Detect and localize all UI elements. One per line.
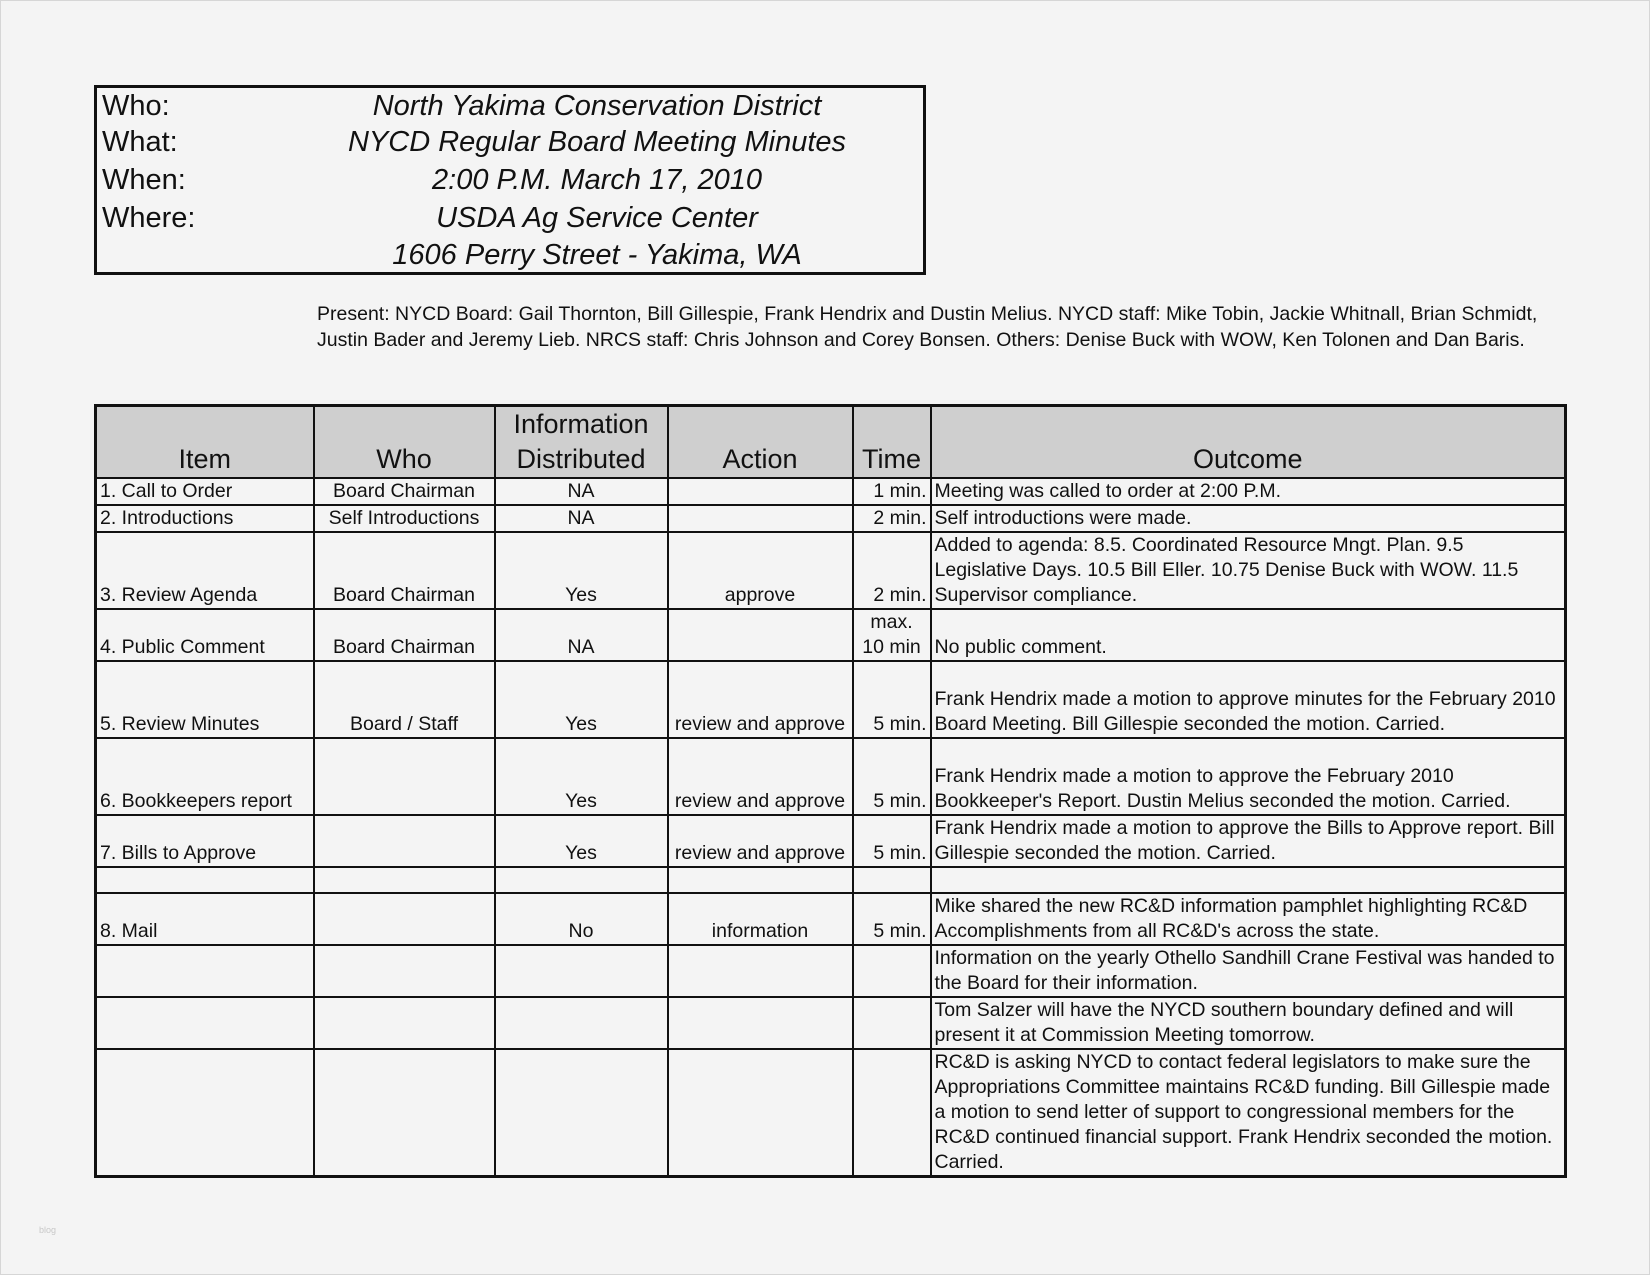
- cell-item: [96, 945, 314, 997]
- cell-item: 6. Bookkeepers report: [96, 738, 314, 815]
- cell-outcome: Added to agenda: 8.5. Coordinated Resource Mngt. Plan. 9.5 Legislative Days. 10.5 Bill Eller. 10.75 Denise Buck with WOW. 11.5 Supervisor compliance.: [931, 532, 1566, 609]
- cell-time-line: 10 min: [862, 636, 921, 658]
- cell-action: [668, 945, 853, 997]
- cell-action: review and approve: [668, 815, 853, 867]
- cell-outcome: Meeting was called to order at 2:00 P.M.: [931, 478, 1566, 505]
- header-label: When:: [102, 164, 186, 196]
- header-row-what: [97, 124, 923, 162]
- cell-time: [853, 609, 931, 661]
- cell-who: [314, 893, 495, 945]
- cell-time: 5 min.: [853, 893, 931, 945]
- table-header-row: [96, 406, 1566, 479]
- cell-action: review and approve: [668, 661, 853, 738]
- cell-item: [96, 997, 314, 1049]
- header-row-when: [97, 162, 923, 200]
- cell-info: No: [495, 893, 668, 945]
- cell-outcome: RC&D is asking NYCD to contact federal legislators to make sure the Appropriations Committee maintains RC&D funding. Bill Gillespie made a motion to send letter of support to congressional members for the RC&D continued financial support. Frank Hendrix seconded the motion. Carried.: [931, 1049, 1566, 1177]
- cell-info: NA: [495, 478, 668, 505]
- cell-action: [668, 505, 853, 532]
- cell-info: [495, 997, 668, 1049]
- cell-info: NA: [495, 609, 668, 661]
- cell-info: NA: [495, 505, 668, 532]
- column-header-line: Distributed: [516, 444, 646, 474]
- header-value: USDA Ag Service Center: [436, 202, 758, 234]
- table-row: [96, 738, 1566, 815]
- watermark: blog: [39, 1225, 57, 1235]
- header-row-address: [97, 237, 923, 275]
- cell-who: [314, 1049, 495, 1177]
- header-label: What:: [102, 126, 178, 158]
- table-row: [96, 997, 1566, 1049]
- cell-info: Yes: [495, 815, 668, 867]
- cell-time-line: max.: [870, 611, 913, 633]
- cell-info: Yes: [495, 738, 668, 815]
- column-header-line: Information: [513, 409, 649, 439]
- cell-action: approve: [668, 532, 853, 609]
- cell-item: 2. Introductions: [96, 505, 314, 532]
- cell-item: 5. Review Minutes: [96, 661, 314, 738]
- cell-info: Yes: [495, 532, 668, 609]
- header-value: 2:00 P.M. March 17, 2010: [432, 164, 762, 196]
- table-row: [96, 609, 1566, 661]
- cell-time: [853, 867, 931, 893]
- cell-action: [668, 478, 853, 505]
- cell-item: 8. Mail: [96, 893, 314, 945]
- header-label: Where:: [102, 202, 196, 234]
- header-value: NYCD Regular Board Meeting Minutes: [347, 126, 847, 158]
- cell-outcome: Information on the yearly Othello Sandhill Crane Festival was handed to the Board for their information.: [931, 945, 1566, 997]
- table-row: [96, 893, 1566, 945]
- cell-info: [495, 1049, 668, 1177]
- table-row: [96, 505, 1566, 532]
- cell-action: [668, 609, 853, 661]
- header-value: 1606 Perry Street - Yakima, WA: [392, 239, 802, 271]
- cell-time: 5 min.: [853, 815, 931, 867]
- meeting-header-box: [94, 85, 926, 275]
- column-header-item: Item: [96, 406, 314, 479]
- cell-time: 2 min.: [853, 505, 931, 532]
- cell-outcome: Tom Salzer will have the NYCD southern boundary defined and will present it at Commission Meeting tomorrow.: [931, 997, 1566, 1049]
- cell-time: 5 min.: [853, 661, 931, 738]
- table-row: [96, 661, 1566, 738]
- header-value: North Yakima Conservation District: [372, 90, 822, 122]
- cell-who: [314, 945, 495, 997]
- table-row: [96, 478, 1566, 505]
- cell-item: 3. Review Agenda: [96, 532, 314, 609]
- column-header-action: Action: [668, 406, 853, 479]
- cell-time: 1 min.: [853, 478, 931, 505]
- cell-action: [668, 867, 853, 893]
- cell-time: [853, 1049, 931, 1177]
- attendees-paragraph: Present: NYCD Board: Gail Thornton, Bill Gillespie, Frank Hendrix and Dustin Melius. NYCD staff: Mike Tobin, Jackie Whitnall, Brian Schmidt, Justin Bader and Jeremy Lieb. NRCS staff: Chris Johnson and Corey Bonsen. Others: Denise Buck with WOW, Ken Tolonen and Dan Baris.: [317, 303, 1538, 351]
- cell-action: [668, 997, 853, 1049]
- cell-item: [96, 867, 314, 893]
- column-header-who: Who: [314, 406, 495, 479]
- cell-outcome: Self introductions were made.: [931, 505, 1566, 532]
- header-label: Who:: [102, 90, 170, 122]
- cell-who: Board Chairman: [314, 609, 495, 661]
- cell-action: review and approve: [668, 738, 853, 815]
- table-row: [96, 867, 1566, 893]
- cell-who: Self Introductions: [314, 505, 495, 532]
- cell-outcome: [931, 867, 1566, 893]
- header-row-where: [97, 200, 923, 238]
- cell-time: [853, 997, 931, 1049]
- cell-outcome: Mike shared the new RC&D information pamphlet highlighting RC&D Accomplishments from all RC&D's across the state.: [931, 893, 1566, 945]
- cell-time: 5 min.: [853, 738, 931, 815]
- cell-info: [495, 945, 668, 997]
- cell-outcome: Frank Hendrix made a motion to approve the Bills to Approve report. Bill Gillespie seconded the motion. Carried.: [931, 815, 1566, 867]
- cell-item: 1. Call to Order: [96, 478, 314, 505]
- cell-who: [314, 738, 495, 815]
- cell-outcome: Frank Hendrix made a motion to approve the February 2010 Bookkeeper's Report. Dustin Melius seconded the motion. Carried.: [931, 738, 1566, 815]
- cell-item: 4. Public Comment: [96, 609, 314, 661]
- cell-item: [96, 1049, 314, 1177]
- cell-time: 2 min.: [853, 532, 931, 609]
- cell-outcome: No public comment.: [931, 609, 1566, 661]
- cell-who: [314, 867, 495, 893]
- cell-who: Board Chairman: [314, 478, 495, 505]
- table-row: [96, 945, 1566, 997]
- column-header-outcome: Outcome: [931, 406, 1566, 479]
- table-row: [96, 815, 1566, 867]
- cell-time: [853, 945, 931, 997]
- header-row-who: [97, 88, 923, 126]
- cell-who: [314, 815, 495, 867]
- cell-who: Board Chairman: [314, 532, 495, 609]
- cell-info: Yes: [495, 661, 668, 738]
- column-header-information-distributed: [495, 406, 668, 479]
- cell-action: information: [668, 893, 853, 945]
- cell-who: [314, 997, 495, 1049]
- cell-who: Board / Staff: [314, 661, 495, 738]
- cell-action: [668, 1049, 853, 1177]
- table-row: [96, 532, 1566, 609]
- cell-item: 7. Bills to Approve: [96, 815, 314, 867]
- table-row: [96, 1049, 1566, 1177]
- cell-info: [495, 867, 668, 893]
- minutes-table: [94, 404, 1567, 1178]
- column-header-time: Time: [853, 406, 931, 479]
- cell-outcome: Frank Hendrix made a motion to approve minutes for the February 2010 Board Meeting. Bill Gillespie seconded the motion. Carried.: [931, 661, 1566, 738]
